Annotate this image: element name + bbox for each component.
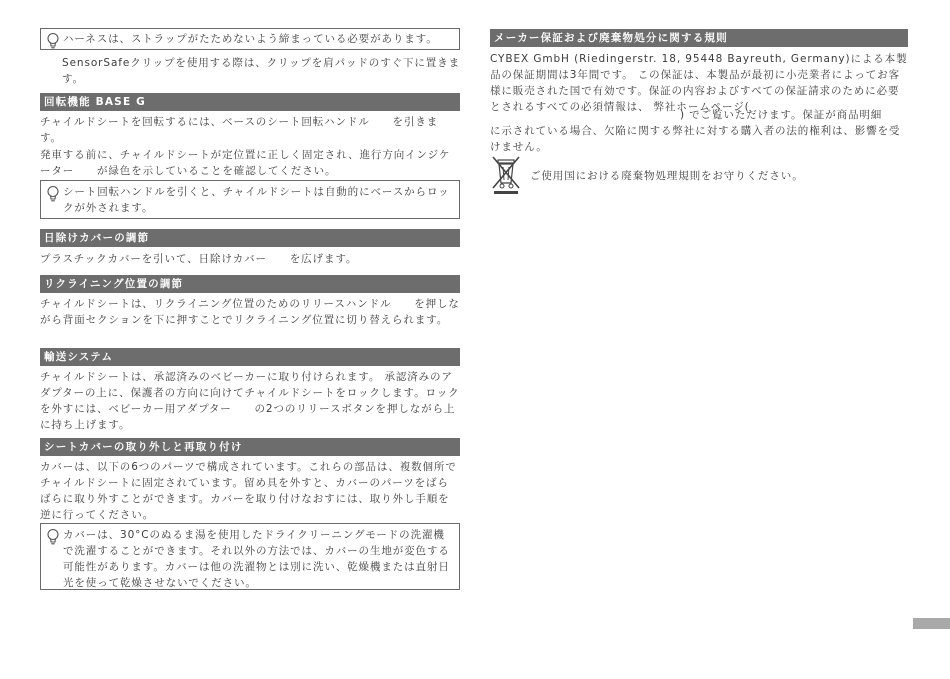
rotation-paragraph-2: 発車する前に、チャイルドシートが定位置に正しく固定され、進行方向インジケーター が緑色を示していることを確認してください。 — [40, 149, 451, 177]
disposal-text: ご使用国における廃棄物処理規則をお守りください。 — [530, 170, 804, 182]
heading-canopy: 日除けカバーの調節 — [40, 229, 460, 247]
note-harness — [40, 28, 460, 50]
lightbulb-icon — [46, 528, 60, 546]
crossed-out-wheelie-bin-icon — [490, 155, 522, 195]
heading-recline: リクライニング位置の調節 — [40, 275, 460, 293]
heading-rotation: 回転機能 BASE G — [40, 93, 460, 111]
travel-system-paragraph: チャイルドシートは、承認済みのベビーカーに取り付けられます。 承認済みのアダプターの上に、保護者の方向に向けてチャイルドシートをロックします。ロックを外すには、ベビーカー用アダプター の2つのリリースボタンを押しながら上に持ち上げます。 — [40, 371, 460, 431]
warranty-paragraph: CYBEX GmbH (Riedingerstr. 18, 95448 Bayreuth, Germany)による本製品の保証期間は3年間です。 この保証は、本製品が最初に小売業者によってお客様に販売された国で有効です。保証の内容およびすべての保証請求のために必要とされるすべての必須情報は、 弊社ホームページ( — [490, 53, 908, 113]
warranty-paragraph-continued: ) でご覧いただけます。保証が商品明細 — [680, 109, 883, 121]
warranty-legal-rights: に示されている場合、欠陥に関する弊社に対する購入者の法的権利は、影響を受けません。 — [490, 125, 901, 153]
heading-seat-cover: シートカバーの取り外しと再取り付け — [40, 438, 460, 456]
note-rotation-text: シート回転ハンドルを引くと、チャイルドシートは自動的にベースからロックが外されます。 — [63, 186, 450, 214]
canopy-paragraph: プラスチックカバーを引いて、日除けカバー を広げます。 — [40, 253, 358, 265]
heading-travel-system: 輸送システム — [40, 348, 460, 366]
recline-paragraph: チャイルドシートは、リクライニング位置のためのリリースハンドル を押しながら背面セクションを下に押すことでリクライニング位置に切り替えられます。 — [40, 298, 460, 326]
note-rotation — [40, 180, 460, 219]
seat-cover-paragraph: カバーは、以下の6つのパーツで構成されています。これらの部品は、複数個所でチャイルドシートに固定されています。留め具を外すと、カバーのパーツをばらばらに取り外すことができます。カバーを取り付けなおすには、取り外し手順を逆に行ってください。 — [40, 461, 457, 521]
note-harness-text: ハーネスは、ストラップがたためないよう締まっている必要があります。 — [63, 33, 438, 45]
rotation-paragraph-1: チャイルドシートを回転するには、ベースのシート回転ハンドル を引きます。 — [40, 116, 439, 144]
page-edge-tab — [913, 618, 950, 629]
heading-warranty: メーカー保証および廃棄物処分に関する規則 — [490, 29, 908, 47]
note-washing — [40, 523, 460, 590]
note-washing-text: カバーは、30°Cのぬるま湯を使用したドライクリーニングモードの洗濯機で洗濯することができます。それ以外の方法では、カバーの生地が変色する可能性があります。カバーは他の洗濯物とは別に洗い、乾燥機または直射日光を使って乾燥させないでください。 — [63, 529, 450, 589]
lightbulb-icon — [46, 32, 60, 50]
lightbulb-icon — [46, 185, 60, 203]
sensorsafe-text: SensorSafeクリップを使用する際は、クリップを肩パッドのすぐ下に置きます。 — [62, 57, 461, 85]
